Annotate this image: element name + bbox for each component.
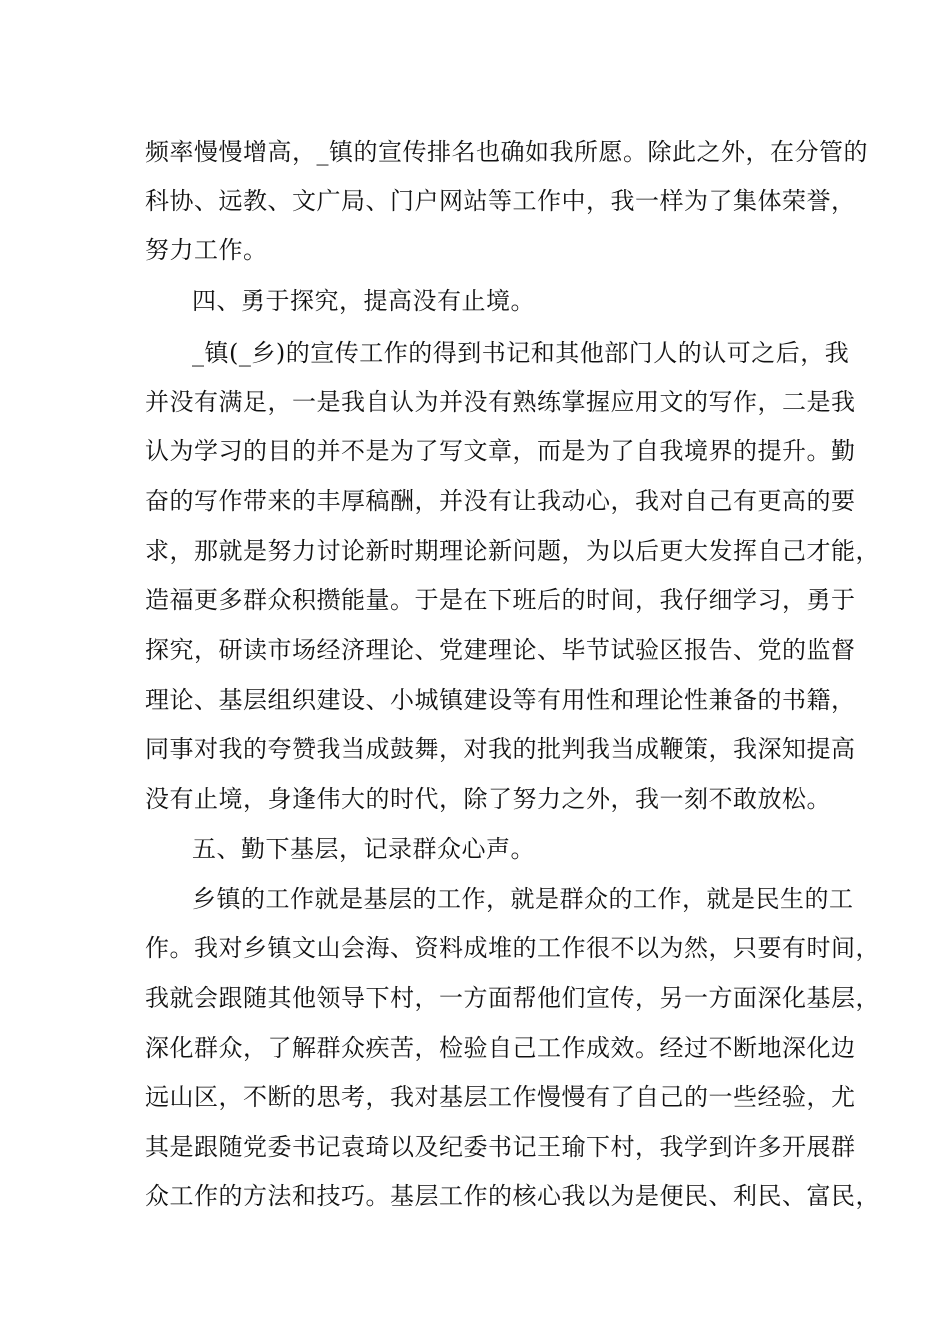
text-line: 理论、基层组织建设、小城镇建设等有用性和理论性兼备的书籍，	[145, 686, 856, 714]
text-line: 作。我对乡镇文山会海、资料成堆的工作很不以为然，只要有时间，	[145, 934, 880, 962]
section-heading: 四、勇于探究，提高没有止境。	[192, 287, 535, 315]
text-line: 认为学习的目的并不是为了写文章，而是为了自我境界的提升。勤	[145, 437, 856, 465]
section-heading: 五、勤下基层，记录群众心声。	[192, 835, 535, 863]
text-line: 造福更多群众积攒能量。于是在下班后的时间，我仔细学习，勇于	[145, 586, 856, 614]
text-line: 深化群众，了解群众疾苦，检验自己工作成效。经过不断地深化边	[145, 1034, 856, 1062]
text-line: 乡镇的工作就是基层的工作，就是群众的工作，就是民生的工	[192, 885, 854, 913]
text-line: 努力工作。	[145, 236, 268, 264]
text-line: 同事对我的夸赞我当成鼓舞，对我的批判我当成鞭策，我深知提高	[145, 735, 856, 763]
text-line: 没有止境，身逢伟大的时代，除了努力之外，我一刻不敢放松。	[145, 785, 831, 813]
text-line: _镇(_乡)的宣传工作的得到书记和其他部门人的认可之后，我	[192, 339, 850, 367]
text-line: 求，那就是努力讨论新时期理论新问题，为以后更大发挥自己才能，	[145, 537, 880, 565]
text-line: 频率慢慢增高，_镇的宣传排名也确如我所愿。除此之外，在分管的	[145, 138, 868, 166]
text-line: 奋的写作带来的丰厚稿酬，并没有让我动心，我对自己有更高的要	[145, 487, 856, 515]
text-line: 我就会跟随其他领导下村，一方面帮他们宣传，另一方面深化基层，	[145, 984, 880, 1012]
text-line: 探究，研读市场经济理论、党建理论、毕节试验区报告、党的监督	[145, 636, 856, 664]
text-line: 远山区，不断的思考，我对基层工作慢慢有了自己的一些经验，尤	[145, 1083, 856, 1111]
text-line: 其是跟随党委书记袁琦以及纪委书记王瑜下村，我学到许多开展群	[145, 1133, 856, 1161]
text-line: 科协、远教、文广局、门户网站等工作中，我一样为了集体荣誉，	[145, 187, 856, 215]
text-line: 并没有满足，一是我自认为并没有熟练掌握应用文的写作，二是我	[145, 388, 856, 416]
text-line: 众工作的方法和技巧。基层工作的核心我以为是便民、利民、富民，	[145, 1182, 880, 1210]
